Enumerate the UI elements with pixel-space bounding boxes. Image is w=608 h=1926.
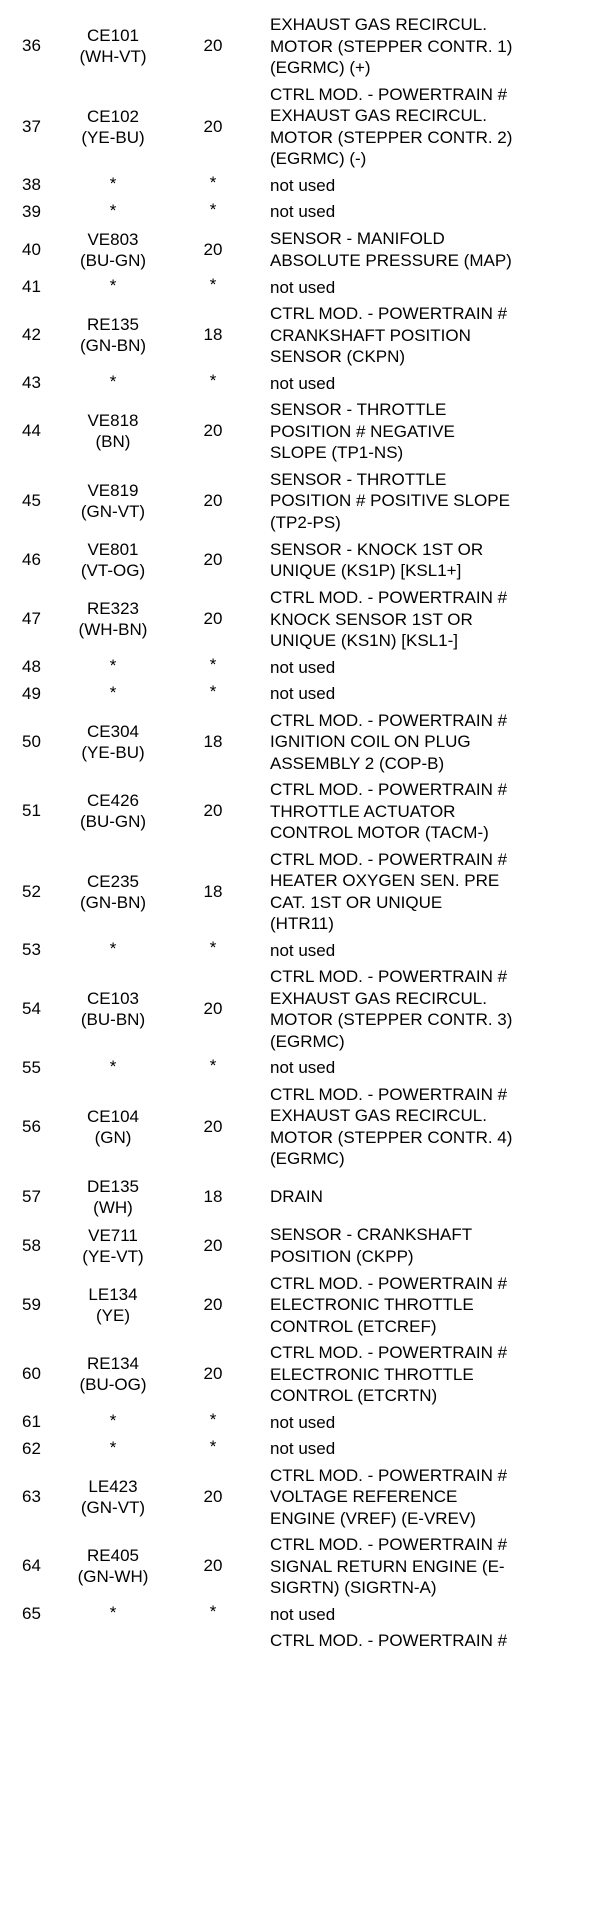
- table-row: [0, 201, 608, 223]
- description-line: not used: [270, 277, 336, 297]
- wire-gauge: *: [209, 371, 217, 391]
- description-line: CTRL MOD. - POWERTRAIN #: [270, 84, 508, 104]
- table-row: [0, 1175, 608, 1219]
- circuit-description: [270, 683, 604, 705]
- pin-number: 46: [22, 550, 41, 569]
- description-line: not used: [270, 1439, 336, 1458]
- wire-color: (BN): [95, 432, 131, 452]
- description-line: CTRL MOD. - POWERTRAIN #: [270, 1465, 508, 1485]
- wire-gauge: 20: [203, 550, 223, 569]
- circuit-description: [270, 1534, 604, 1599]
- wire-gauge: 20: [203, 421, 223, 441]
- description-line: CTRL MOD. - POWERTRAIN #: [270, 1535, 508, 1554]
- wire-gauge: 20: [203, 1294, 223, 1314]
- circuit-description: [270, 175, 604, 197]
- description-line: EXHAUST GAS RECIRCUL.: [270, 15, 487, 34]
- circuit-code: *: [109, 200, 117, 220]
- circuit-id: [58, 1602, 168, 1623]
- circuit-id: [58, 229, 168, 271]
- circuit-id: [58, 1476, 168, 1518]
- wire-gauge: *: [209, 275, 217, 295]
- circuit-description: [270, 1057, 604, 1079]
- pin-number: 48: [22, 657, 41, 677]
- description-line: not used: [270, 1058, 336, 1077]
- circuit-id: [58, 539, 168, 581]
- wire-gauge: *: [209, 1410, 217, 1430]
- wire-gauge: 18: [203, 325, 223, 345]
- circuit-description: [270, 779, 604, 844]
- circuit-code: VE803: [87, 229, 139, 249]
- circuit-description: [270, 84, 604, 170]
- table-row: [0, 1273, 608, 1338]
- circuit-id: [58, 106, 168, 148]
- description-line: SENSOR - MANIFOLD: [270, 229, 445, 248]
- pin-number: 41: [22, 277, 41, 297]
- wire-gauge: 20: [203, 1116, 223, 1136]
- pin-number: 50: [22, 731, 41, 751]
- circuit-description: [270, 1604, 604, 1626]
- description-line: ENGINE (VREF) (E-VREV): [270, 1508, 476, 1528]
- description-line: not used: [270, 684, 336, 703]
- circuit-description: [270, 1438, 604, 1460]
- wire-color: (GN-VT): [80, 1497, 146, 1517]
- circuit-description: [270, 469, 604, 534]
- description-line: CONTROL MOTOR (TACM-): [270, 823, 489, 842]
- circuit-description: [270, 228, 604, 271]
- table-row: [0, 1465, 608, 1530]
- table-row: [0, 710, 608, 775]
- wire-color: (GN-BN): [79, 336, 147, 356]
- wire-gauge: *: [209, 173, 217, 193]
- circuit-code: CE235: [87, 871, 139, 891]
- description-line: THROTTLE ACTUATOR: [270, 801, 456, 821]
- table-row: [0, 849, 608, 935]
- table-row: [0, 373, 608, 395]
- description-line: CTRL MOD. - POWERTRAIN #: [270, 710, 508, 730]
- wire-gauge: 20: [203, 1235, 223, 1255]
- circuit-id: [58, 1106, 168, 1148]
- table-row: [0, 303, 608, 368]
- description-line: SENSOR - THROTTLE: [270, 469, 447, 489]
- description-line: CONTROL (ETCREF): [270, 1316, 437, 1336]
- circuit-code: CE102: [87, 106, 139, 126]
- circuit-code: LE423: [88, 1476, 138, 1496]
- description-line: not used: [270, 175, 336, 195]
- circuit-code: *: [109, 1437, 117, 1457]
- pin-number: 58: [22, 1235, 41, 1255]
- circuit-id: [58, 480, 168, 522]
- circuit-code: VE819: [87, 480, 139, 500]
- circuit-description: [270, 849, 604, 935]
- description-line: SENSOR - KNOCK 1ST OR: [270, 539, 484, 559]
- circuit-id: [58, 1545, 168, 1587]
- wire-gauge: 20: [203, 1364, 223, 1384]
- description-line: POSITION # NEGATIVE: [270, 421, 455, 441]
- circuit-id: [58, 1437, 168, 1458]
- circuit-description: [270, 373, 604, 395]
- pin-number: 64: [22, 1556, 41, 1576]
- wire-gauge: 20: [203, 1486, 223, 1506]
- circuit-code: VE818: [87, 411, 139, 431]
- description-line: (HTR11): [270, 914, 334, 933]
- circuit-id: [58, 371, 168, 392]
- circuit-description: [270, 539, 604, 582]
- circuit-code: RE405: [87, 1546, 139, 1566]
- circuit-description: [270, 1342, 604, 1407]
- circuit-description: [270, 14, 604, 79]
- circuit-code: CE101: [87, 26, 139, 46]
- description-line: CTRL MOD. - POWERTRAIN #: [270, 1084, 508, 1104]
- wire-color: (VT-OG): [80, 561, 146, 580]
- description-line: ASSEMBLY 2 (COP-B): [270, 753, 445, 773]
- description-line: CTRL MOD. - POWERTRAIN #: [270, 1273, 508, 1293]
- wire-gauge: 20: [203, 1556, 223, 1576]
- wire-color: (YE-BU): [81, 127, 145, 147]
- description-line: CTRL MOD. - POWERTRAIN #: [270, 780, 508, 799]
- description-line: (EGRMC): [270, 1031, 345, 1051]
- circuit-id: [58, 1176, 168, 1218]
- table-row: [0, 1224, 608, 1268]
- pin-number: 39: [22, 201, 41, 221]
- wire-gauge: *: [209, 681, 217, 701]
- description-line: CTRL MOD. - POWERTRAIN #: [270, 1631, 508, 1650]
- description-line: (EGRMC): [270, 1149, 345, 1168]
- pin-number: 65: [22, 1604, 41, 1624]
- description-line: SENSOR - THROTTLE: [270, 400, 447, 419]
- circuit-description: [270, 201, 604, 223]
- table-row: [0, 1412, 608, 1434]
- wire-gauge: 18: [203, 731, 223, 751]
- description-line: DRAIN: [270, 1186, 323, 1206]
- pin-number: 40: [22, 239, 41, 259]
- pin-number: 37: [22, 116, 41, 136]
- description-line: EXHAUST GAS RECIRCUL.: [270, 106, 487, 125]
- table-row: [0, 175, 608, 197]
- wire-color: (BU-OG): [79, 1375, 147, 1395]
- circuit-code: *: [109, 656, 117, 676]
- pin-number: 49: [22, 683, 41, 703]
- description-line: EXHAUST GAS RECIRCUL.: [270, 988, 487, 1008]
- description-line: CRANKSHAFT POSITION: [270, 325, 471, 345]
- wire-gauge: *: [209, 1436, 217, 1456]
- circuit-description: [270, 710, 604, 775]
- circuit-description: [270, 1224, 604, 1267]
- wire-color: (YE-VT): [82, 1246, 144, 1266]
- table-row: [0, 1630, 608, 1652]
- description-line: IGNITION COIL ON PLUG: [270, 732, 471, 751]
- circuit-code: *: [109, 276, 117, 296]
- table-row: [0, 1604, 608, 1626]
- circuit-id: [58, 1284, 168, 1326]
- description-line: MOTOR (STEPPER CONTR. 2): [270, 127, 513, 147]
- circuit-description: [270, 657, 604, 679]
- table-row: [0, 1342, 608, 1407]
- circuit-code: *: [109, 174, 117, 194]
- circuit-id: [58, 200, 168, 221]
- description-line: not used: [270, 373, 336, 393]
- wire-color: (WH-VT): [79, 47, 147, 67]
- circuit-description: [270, 940, 604, 962]
- circuit-code: VE711: [88, 1225, 138, 1245]
- circuit-description: [270, 1630, 604, 1652]
- pin-number: 61: [22, 1412, 41, 1432]
- circuit-code: CE426: [87, 791, 139, 811]
- table-row: [0, 587, 608, 652]
- description-line: (TP2-PS): [270, 512, 341, 532]
- pin-number: 36: [22, 36, 41, 56]
- wire-gauge: 20: [203, 609, 223, 629]
- description-line: SENSOR - CRANKSHAFT: [270, 1225, 473, 1244]
- pin-number: 54: [22, 999, 41, 1018]
- pin-number: 59: [22, 1294, 41, 1314]
- description-line: KNOCK SENSOR 1ST OR: [270, 609, 473, 629]
- pin-number: 44: [22, 421, 41, 441]
- wire-gauge: *: [209, 199, 217, 219]
- circuit-code: RE323: [87, 599, 139, 619]
- pin-number: 45: [22, 490, 41, 510]
- wire-color: (GN): [94, 1127, 132, 1147]
- circuit-code: *: [109, 372, 117, 392]
- wire-gauge: *: [209, 1602, 217, 1622]
- table-row: [0, 1438, 608, 1460]
- description-line: not used: [270, 657, 336, 677]
- description-line: not used: [270, 1604, 336, 1624]
- table-row: [0, 277, 608, 299]
- circuit-id: [58, 275, 168, 296]
- description-line: (EGRMC) (-): [270, 149, 367, 168]
- circuit-id: [58, 1353, 168, 1395]
- circuit-code: CE104: [87, 1106, 139, 1126]
- wire-gauge: 20: [203, 801, 223, 821]
- pin-number: 56: [22, 1116, 41, 1136]
- circuit-description: [270, 399, 604, 464]
- table-row: [0, 1534, 608, 1599]
- description-line: CONTROL (ETCRTN): [270, 1386, 438, 1405]
- description-line: UNIQUE (KS1N) [KSL1-]: [270, 631, 458, 650]
- description-line: not used: [270, 202, 336, 221]
- description-line: not used: [270, 940, 336, 960]
- table-row: [0, 657, 608, 679]
- wire-color: (WH-BN): [78, 620, 148, 640]
- description-line: SIGNAL RETURN ENGINE (E-: [270, 1556, 505, 1576]
- description-line: SLOPE (TP1-NS): [270, 443, 404, 462]
- circuit-description: [270, 1084, 604, 1170]
- circuit-id: [58, 1056, 168, 1077]
- pin-number: 63: [22, 1486, 41, 1506]
- description-line: MOTOR (STEPPER CONTR. 1): [270, 36, 513, 56]
- circuit-description: [270, 1186, 604, 1208]
- description-line: ABSOLUTE PRESSURE (MAP): [270, 250, 512, 270]
- pin-number: 60: [22, 1364, 41, 1384]
- wire-gauge: 20: [203, 36, 223, 56]
- circuit-id: [58, 25, 168, 67]
- description-line: CTRL MOD. - POWERTRAIN #: [270, 1343, 508, 1362]
- circuit-code: *: [109, 1056, 117, 1076]
- circuit-id: [58, 598, 168, 640]
- pin-number: 62: [22, 1438, 41, 1458]
- circuit-description: [270, 1273, 604, 1338]
- circuit-id: [58, 871, 168, 913]
- description-line: CTRL MOD. - POWERTRAIN #: [270, 967, 508, 986]
- circuit-id: [58, 938, 168, 959]
- wire-gauge: 18: [203, 1186, 223, 1206]
- description-line: HEATER OXYGEN SEN. PRE: [270, 871, 500, 890]
- description-line: not used: [270, 1412, 336, 1432]
- circuit-description: [270, 587, 604, 652]
- circuit-id: [58, 721, 168, 763]
- wire-gauge: 18: [203, 881, 223, 901]
- wire-color: (YE): [96, 1305, 130, 1325]
- circuit-description: [270, 1465, 604, 1530]
- description-line: EXHAUST GAS RECIRCUL.: [270, 1106, 487, 1125]
- circuit-code: *: [109, 1411, 117, 1431]
- description-line: SENSOR (CKPN): [270, 347, 406, 366]
- description-line: CTRL MOD. - POWERTRAIN #: [270, 304, 508, 323]
- pin-number: 38: [22, 175, 41, 195]
- table-row: [0, 14, 608, 79]
- wire-color: (GN-VT): [80, 501, 146, 521]
- table-row: [0, 966, 608, 1052]
- description-line: CTRL MOD. - POWERTRAIN #: [270, 849, 508, 869]
- wire-color: (WH): [93, 1197, 133, 1217]
- wire-gauge: *: [209, 938, 217, 958]
- description-line: CAT. 1ST OR UNIQUE: [270, 892, 443, 912]
- wire-color: (GN-WH): [77, 1567, 149, 1587]
- description-line: POSITION # POSITIVE SLOPE: [270, 491, 510, 510]
- table-row: [0, 228, 608, 272]
- wire-gauge: *: [209, 655, 217, 675]
- description-line: SIGRTN) (SIGRTN-A): [270, 1578, 437, 1597]
- pin-number: 57: [22, 1186, 41, 1206]
- circuit-description: [270, 966, 604, 1052]
- circuit-id: [58, 314, 168, 356]
- description-line: VOLTAGE REFERENCE: [270, 1487, 458, 1506]
- circuit-id: [58, 1225, 168, 1267]
- pin-number: 53: [22, 940, 41, 960]
- wire-gauge: 20: [203, 116, 223, 136]
- description-line: ELECTRONIC THROTTLE: [270, 1364, 474, 1384]
- wire-gauge: *: [209, 1055, 217, 1075]
- circuit-code: *: [109, 1603, 117, 1623]
- pin-number: 43: [22, 373, 41, 393]
- circuit-id: [58, 790, 168, 832]
- table-row: [0, 1057, 608, 1079]
- table-row: [0, 1084, 608, 1170]
- pin-number: 52: [22, 881, 41, 901]
- wire-gauge: 20: [203, 999, 223, 1018]
- table-row: [0, 469, 608, 534]
- table-row: [0, 399, 608, 464]
- circuit-code: LE134: [88, 1284, 138, 1304]
- wire-gauge: 20: [203, 239, 223, 259]
- table-row: [0, 84, 608, 170]
- circuit-id: [58, 655, 168, 676]
- circuit-code: CE103: [87, 989, 139, 1008]
- table-row: [0, 779, 608, 844]
- wire-color: (GN-BN): [79, 892, 147, 912]
- circuit-id: [58, 682, 168, 703]
- description-line: MOTOR (STEPPER CONTR. 4): [270, 1127, 513, 1147]
- pin-number: 47: [22, 609, 41, 629]
- circuit-code: DE135: [87, 1176, 139, 1196]
- circuit-code: *: [109, 939, 117, 959]
- wire-color: (BU-GN): [79, 812, 147, 832]
- circuit-description: [270, 277, 604, 299]
- wire-color: (YE-BU): [81, 742, 145, 762]
- circuit-id: [58, 173, 168, 194]
- circuit-code: *: [109, 682, 117, 702]
- description-line: MOTOR (STEPPER CONTR. 3): [270, 1010, 513, 1029]
- description-line: UNIQUE (KS1P) [KSL1+]: [270, 561, 462, 580]
- circuit-code: RE134: [87, 1354, 139, 1374]
- pin-number: 55: [22, 1057, 41, 1077]
- circuit-description: [270, 303, 604, 368]
- wire-color: (BU-BN): [80, 1010, 146, 1029]
- wire-gauge: 20: [203, 490, 223, 510]
- description-line: POSITION (CKPP): [270, 1246, 414, 1266]
- pin-number: 51: [22, 801, 41, 821]
- description-line: ELECTRONIC THROTTLE: [270, 1295, 474, 1314]
- table-row: [0, 538, 608, 582]
- circuit-id: [58, 410, 168, 452]
- description-line: CTRL MOD. - POWERTRAIN #: [270, 588, 508, 607]
- wire-color: (BU-GN): [79, 250, 147, 270]
- circuit-code: CE304: [87, 721, 139, 741]
- table-row: [0, 940, 608, 962]
- circuit-id: [58, 988, 168, 1030]
- table-row: [0, 683, 608, 705]
- description-line: (EGRMC) (+): [270, 58, 371, 77]
- circuit-id: [58, 1410, 168, 1431]
- circuit-code: VE801: [87, 540, 139, 559]
- circuit-description: [270, 1412, 604, 1434]
- pin-number: 42: [22, 325, 41, 345]
- circuit-code: RE135: [87, 315, 139, 335]
